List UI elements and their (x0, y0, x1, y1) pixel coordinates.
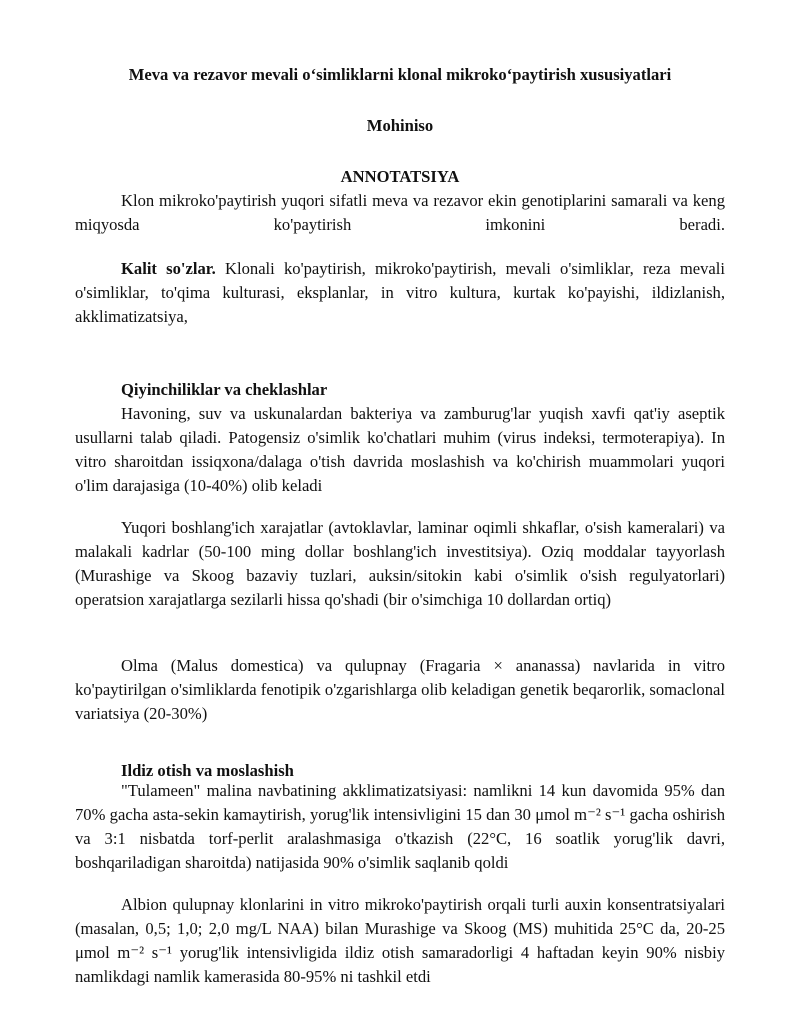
keywords-label: Kalit so'zlar. (121, 259, 216, 278)
section-heading-challenges: Qiyinchiliklar va cheklashlar (121, 380, 328, 399)
rooting-paragraph-1: "Tulameen" malina navbatining akklimatizatsiyasi: namlikni 14 kun davomida 95% dan 70% gacha asta-sekin kamaytirish, yorug'lik intensivligini 15 dan 30 μmol m⁻² s⁻¹ gacha oshirish va 3:1 nisbatda torf-perlit aralashmasiga o'tkazish (22°C, 16 soatlik yorug'lik davri, boshqariladigan sharoitda) natijasida 90% o'simlik saqlanib qoldi (75, 781, 725, 872)
section-heading-rooting: Ildiz otish va moslashish (121, 761, 294, 780)
challenges-paragraph-1: Havoning, suv va uskunalardan bakteriya va zamburug'lar yuqish xavfi qat'iy aseptik usullarni talab qiladi. Patogensiz o'simlik ko'chatlari muhim (virus indeksi, termoterapiya). In vitro sharoitdan issiqxona/dalaga o'tish davrida moslashish va ko'chirish muammolari yuqori o'lim darajasiga (10-40%) olib keladi (75, 404, 725, 495)
challenges-paragraph-2: Yuqori boshlang'ich xarajatlar (avtoklavlar, laminar oqimli shkaflar, o'sish kameralari) va malakali kadrlar (50-100 ming dollar boshlang'ich investitsiya). Oziq moddalar tayyorlash (Murashige va Skoog bazaviy tuzlari, auksin/sitokin kabi o'simlik o'sish regulyatorlari) operatsion xarajatlarga sezilarli hissa qo'shadi (bir o'simchiga 10 dollardan ortiq) (75, 518, 725, 609)
paper-title: Meva va rezavor mevali o‘simliklarni klonal mikroko‘paytirish xususiyatlari (128, 65, 672, 84)
annotation-text: Klon mikroko'paytirish yuqori sifatli meva va rezavor ekin genotiplarini samarali va keng miqyosda ko'paytirish imkonini beradi. (75, 191, 725, 234)
rooting-paragraph-2: Albion qulupnay klonlarini in vitro mikroko'paytirish orqali turli auxin konsentratsiyalari (masalan, 0,5; 1,0; 2,0 mg/L NAA) bilan Murashige va Skoog (MS) muhitida 25°C da, 20-25 μmol m⁻² s⁻¹ yorug'lik intensivligida ildiz otish samaradorligi 4 haftadan keyin 90% nisbiy namlikdagi namlik kamerasida 80-95% ni tashkil etdi (75, 895, 725, 986)
annotation-heading: ANNOTATSIYA (340, 167, 460, 186)
keywords-paragraph (75, 257, 725, 329)
author-name: Mohiniso (366, 116, 434, 135)
challenges-paragraph-3: Olma (Malus domestica) va qulupnay (Fragaria × ananassa) navlarida in vitro ko'paytirilgan o'simliklarda fenotipik o'zgarishlarga olib keladigan genetik beqarorlik, somaclonal variatsiya (20-30%) (75, 656, 725, 723)
keywords-text: Klonali ko'paytirish, mikroko'paytirish, mevali o'simliklar, reza mevali o'simliklar, to'qima kulturasi, eksplanlar, in vitro kultura, kurtak ko'payishi, ildizlanish, akklimatizatsiya, (75, 259, 725, 326)
